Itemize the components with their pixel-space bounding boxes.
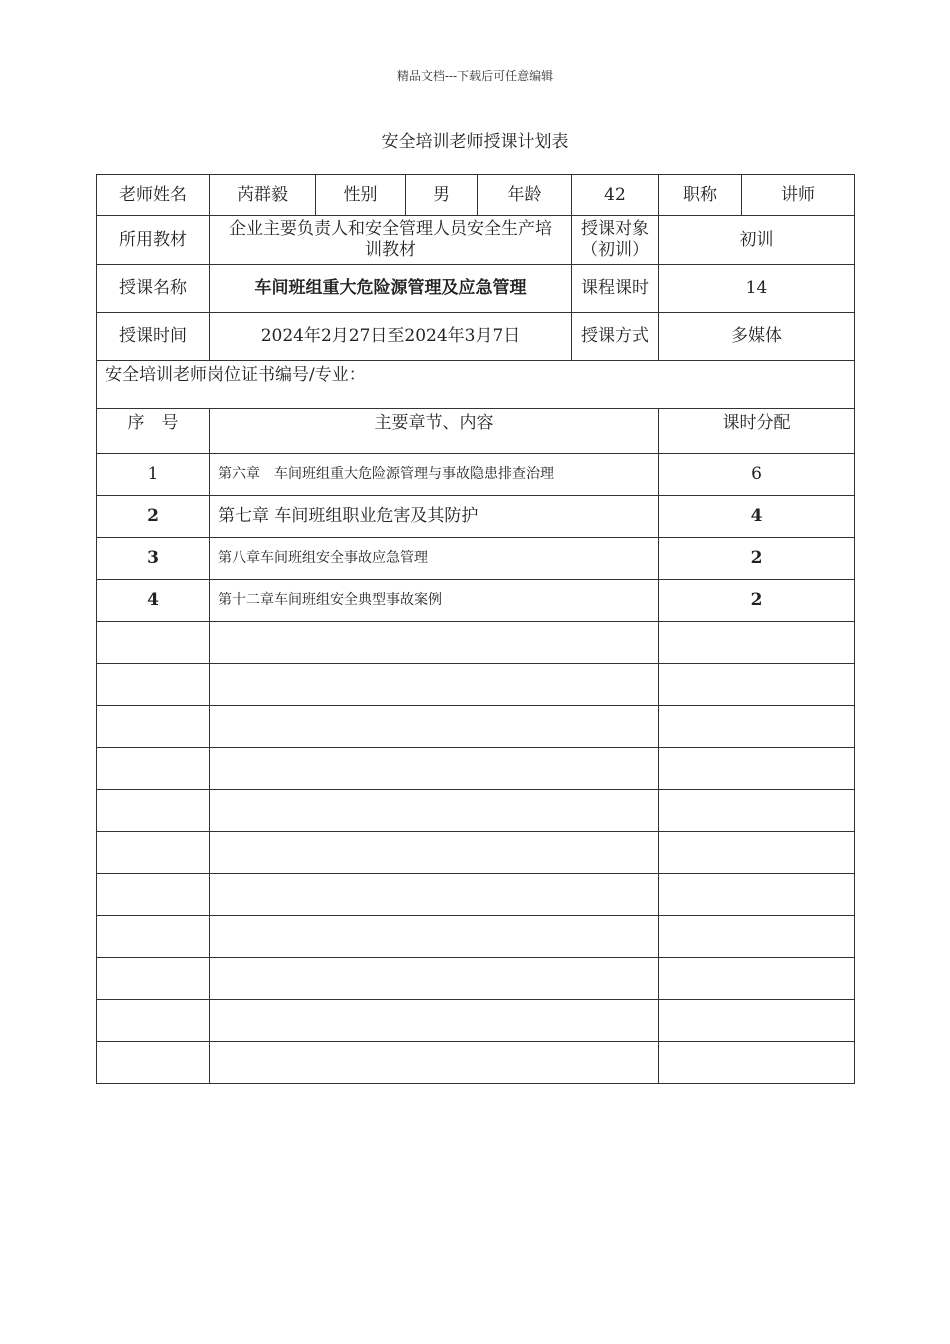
hours-header: 课时分配 bbox=[659, 409, 855, 454]
lesson-plan-table bbox=[96, 174, 855, 1084]
course-name-label: 授课名称 bbox=[97, 265, 210, 313]
content-header: 主要章节、内容 bbox=[210, 409, 659, 454]
empty-cell bbox=[659, 622, 855, 664]
method-value: 多媒体 bbox=[659, 313, 855, 361]
empty-row bbox=[97, 1000, 855, 1042]
rank-value: 讲师 bbox=[742, 175, 855, 216]
course-name-value: 车间班组重大危险源管理及应急管理 bbox=[210, 265, 572, 313]
gender-value: 男 bbox=[406, 175, 478, 216]
course-name-row bbox=[97, 265, 855, 313]
empty-cell bbox=[97, 958, 210, 1000]
teacher-name-label: 老师姓名 bbox=[97, 175, 210, 216]
time-label: 授课时间 bbox=[97, 313, 210, 361]
row-hours: 4 bbox=[659, 496, 855, 538]
table-row bbox=[97, 580, 855, 622]
empty-cell bbox=[210, 622, 659, 664]
audience-label: 授课对象（初训） bbox=[572, 216, 659, 265]
course-hours-value: 14 bbox=[659, 265, 855, 313]
textbook-row bbox=[97, 216, 855, 265]
empty-row bbox=[97, 1042, 855, 1084]
empty-row bbox=[97, 790, 855, 832]
empty-cell bbox=[210, 1042, 659, 1084]
table-row bbox=[97, 496, 855, 538]
empty-cell bbox=[210, 958, 659, 1000]
empty-cell bbox=[210, 790, 659, 832]
empty-cell bbox=[659, 1000, 855, 1042]
empty-cell bbox=[97, 748, 210, 790]
empty-cell bbox=[210, 748, 659, 790]
seq-header: 序 号 bbox=[97, 409, 210, 454]
empty-cell bbox=[97, 706, 210, 748]
empty-row bbox=[97, 622, 855, 664]
empty-cell bbox=[210, 664, 659, 706]
empty-cell bbox=[210, 1000, 659, 1042]
row-seq: 2 bbox=[97, 496, 210, 538]
empty-cell bbox=[659, 790, 855, 832]
empty-row bbox=[97, 706, 855, 748]
teacher-info-row bbox=[97, 175, 855, 216]
empty-cell bbox=[659, 958, 855, 1000]
column-header-row bbox=[97, 409, 855, 454]
certificate-row bbox=[97, 361, 855, 409]
empty-cell bbox=[97, 1000, 210, 1042]
row-hours: 2 bbox=[659, 538, 855, 580]
row-hours: 2 bbox=[659, 580, 855, 622]
course-hours-label: 课程课时 bbox=[572, 265, 659, 313]
empty-row bbox=[97, 916, 855, 958]
empty-row bbox=[97, 748, 855, 790]
age-value: 42 bbox=[572, 175, 659, 216]
empty-cell bbox=[97, 916, 210, 958]
audience-value: 初训 bbox=[659, 216, 855, 265]
empty-cell bbox=[659, 664, 855, 706]
textbook-value: 企业主要负责人和安全管理人员安全生产培训教材 bbox=[210, 216, 572, 265]
empty-cell bbox=[210, 916, 659, 958]
row-content: 第八章车间班组安全事故应急管理 bbox=[210, 538, 659, 580]
row-seq: 3 bbox=[97, 538, 210, 580]
empty-cell bbox=[97, 832, 210, 874]
empty-cell bbox=[97, 622, 210, 664]
table-row bbox=[97, 538, 855, 580]
empty-cell bbox=[210, 706, 659, 748]
row-content: 第七章 车间班组职业危害及其防护 bbox=[210, 496, 659, 538]
age-label: 年龄 bbox=[478, 175, 572, 216]
empty-row bbox=[97, 832, 855, 874]
teacher-name-value: 芮群毅 bbox=[210, 175, 316, 216]
empty-cell bbox=[97, 874, 210, 916]
row-content: 第十二章车间班组安全典型事故案例 bbox=[210, 580, 659, 622]
empty-cell bbox=[97, 1042, 210, 1084]
empty-cell bbox=[659, 874, 855, 916]
empty-row bbox=[97, 958, 855, 1000]
time-value: 2024年2月27日至2024年3月7日 bbox=[210, 313, 572, 361]
table-row bbox=[97, 454, 855, 496]
empty-row bbox=[97, 874, 855, 916]
textbook-label: 所用教材 bbox=[97, 216, 210, 265]
row-seq: 1 bbox=[97, 454, 210, 496]
empty-cell bbox=[210, 874, 659, 916]
empty-cell bbox=[659, 832, 855, 874]
row-seq: 4 bbox=[97, 580, 210, 622]
page-title: 安全培训老师授课计划表 bbox=[381, 132, 569, 152]
header-note: 精品文档---下载后可任意编辑 bbox=[396, 69, 554, 83]
row-hours: 6 bbox=[659, 454, 855, 496]
empty-cell bbox=[210, 832, 659, 874]
rank-label: 职称 bbox=[659, 175, 742, 216]
empty-cell bbox=[659, 748, 855, 790]
empty-cell bbox=[97, 664, 210, 706]
empty-row bbox=[97, 664, 855, 706]
empty-cell bbox=[659, 916, 855, 958]
empty-cell bbox=[659, 1042, 855, 1084]
method-label: 授课方式 bbox=[572, 313, 659, 361]
empty-cell bbox=[659, 706, 855, 748]
row-content: 第六章 车间班组重大危险源管理与事故隐患排查治理 bbox=[210, 454, 659, 496]
certificate-label: 安全培训老师岗位证书编号/专业： bbox=[97, 361, 855, 409]
empty-cell bbox=[97, 790, 210, 832]
gender-label: 性别 bbox=[316, 175, 406, 216]
time-row bbox=[97, 313, 855, 361]
